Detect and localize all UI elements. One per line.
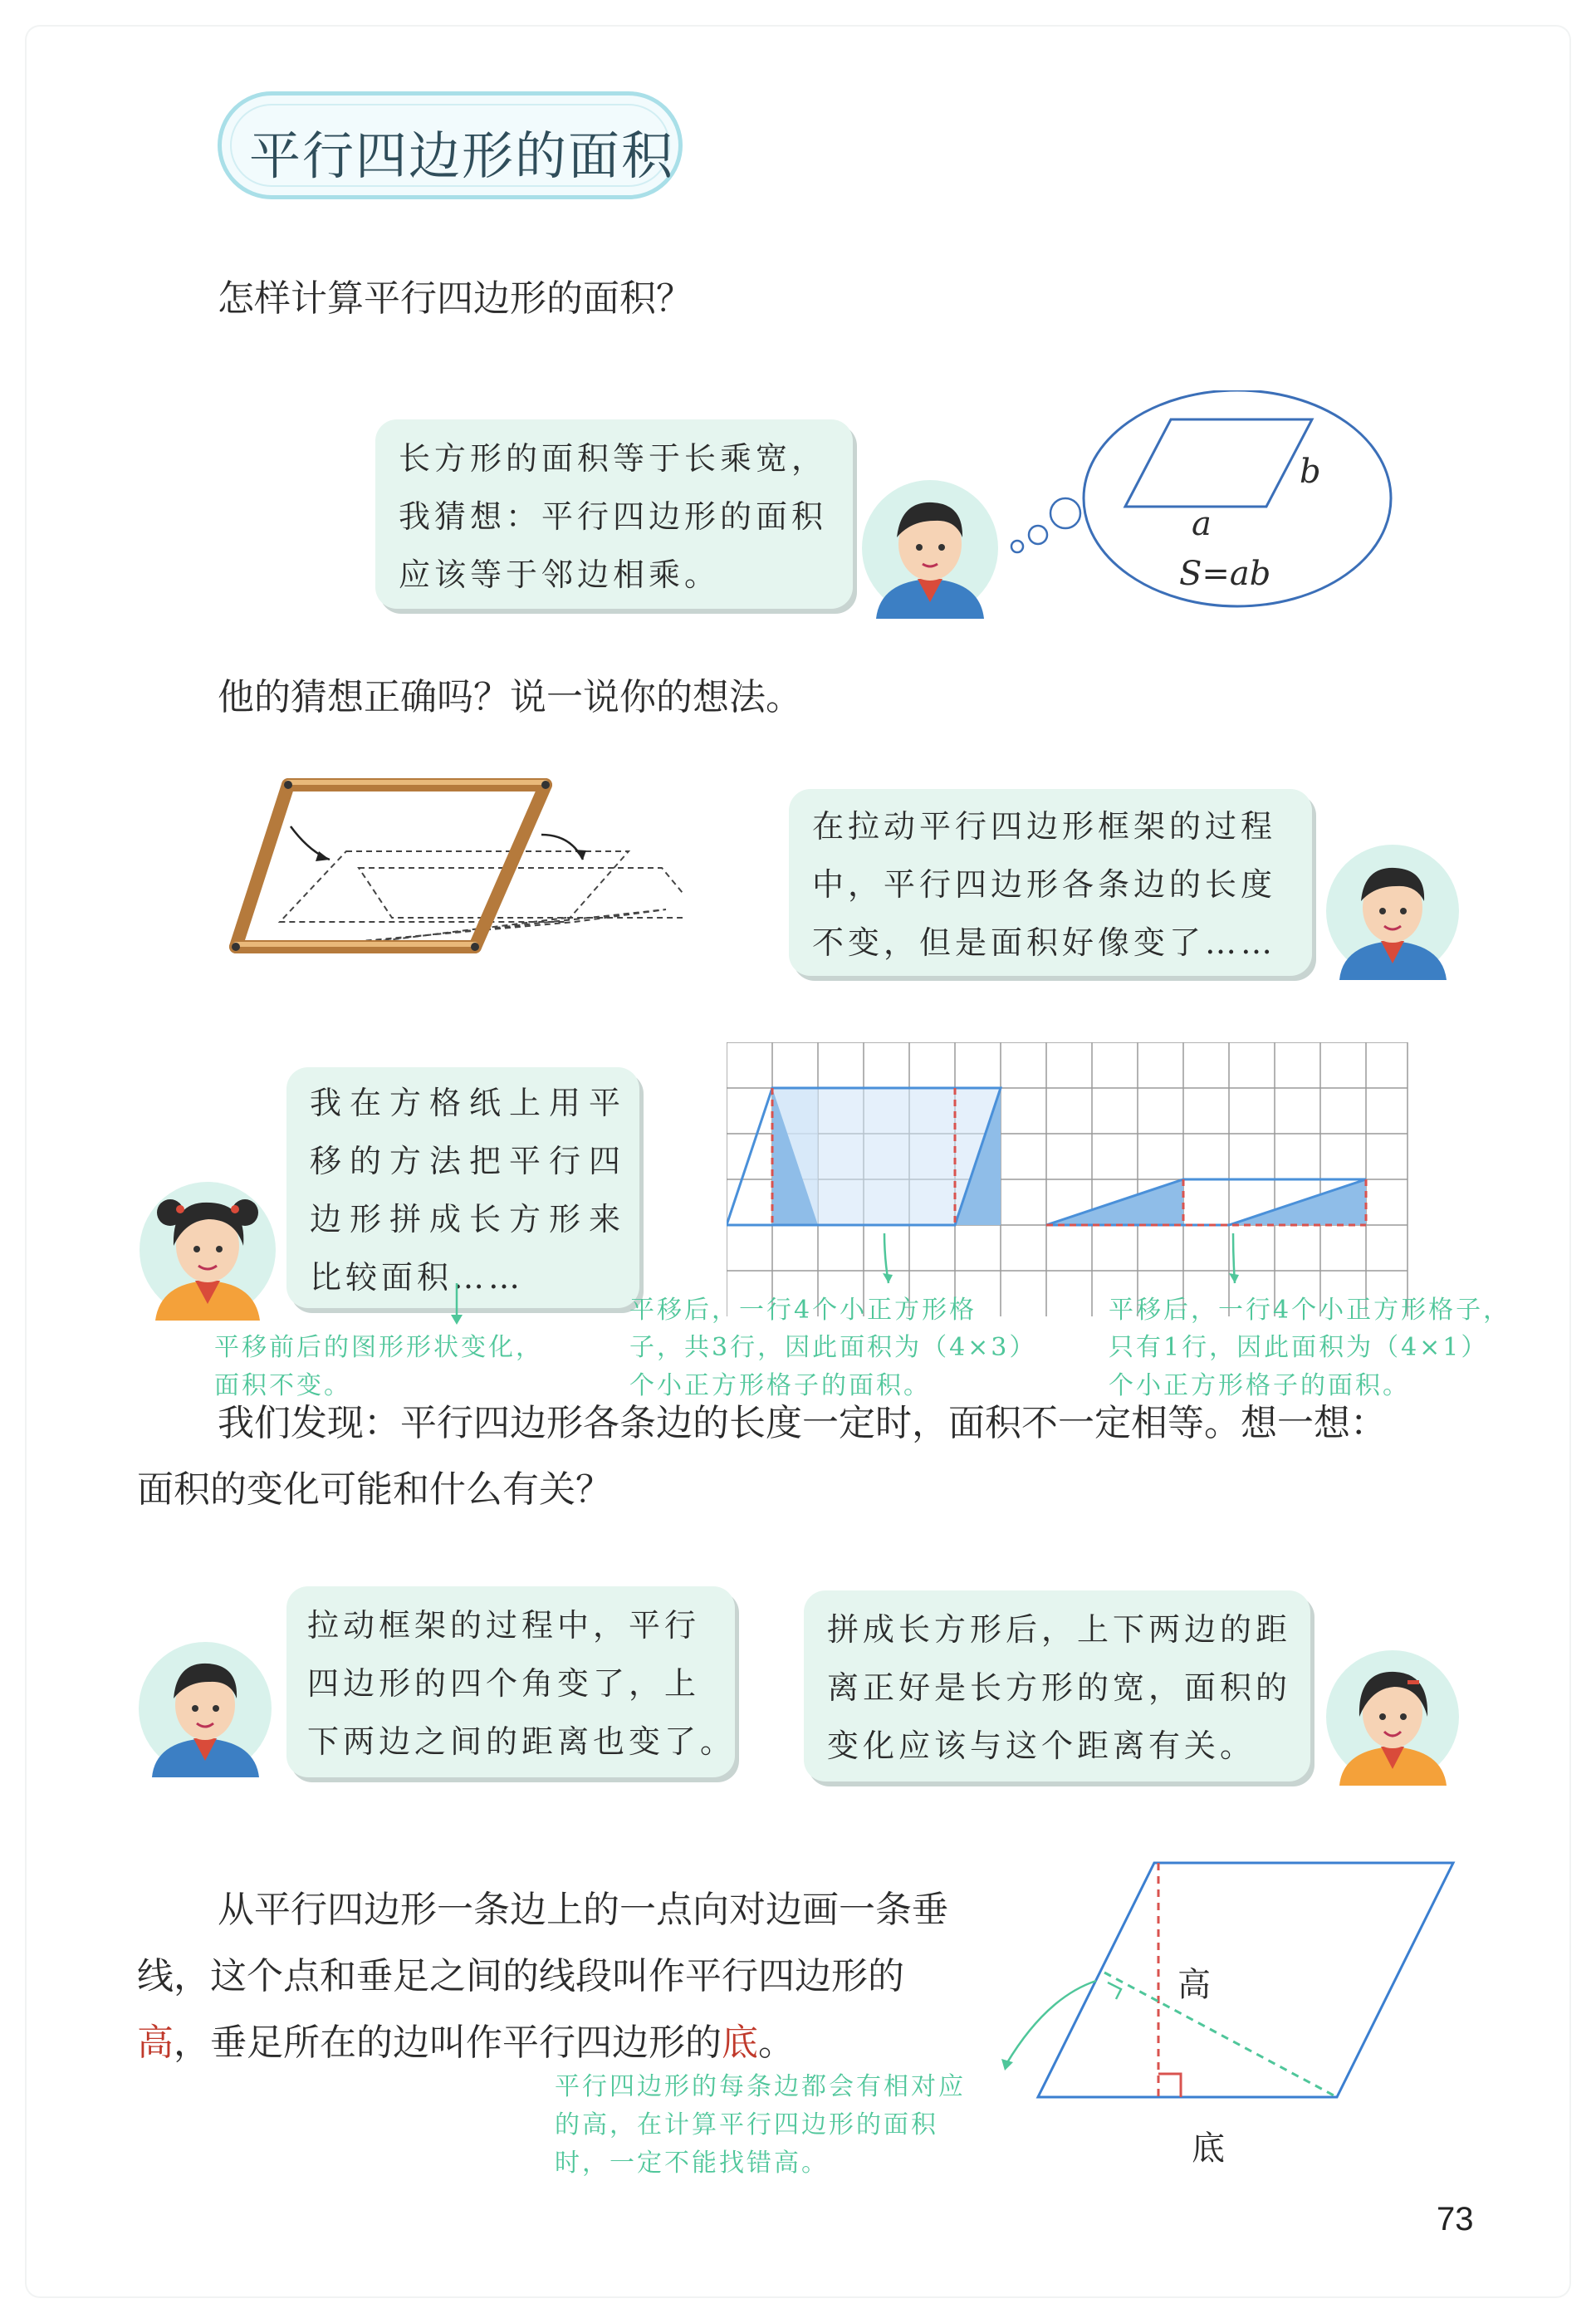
note-bottom-line-1: 平行四边形的每条边都会有相对应 <box>555 2072 966 2101</box>
speech-bubble-1 <box>375 419 853 609</box>
question-text: 怎样计算平行四边形的面积？ <box>218 277 693 320</box>
note-middle-line-1: 平移后，一行4个小正方形格 <box>629 1296 977 1325</box>
note-left-line-1: 平移前后的图形形状变化， <box>214 1333 543 1362</box>
label-a: a <box>1192 505 1212 543</box>
bubble-5-line-3: 变化应该与这个距离有关。 <box>827 1728 1256 1764</box>
bubble-3-line-3: 边形拼成长方形来 <box>310 1201 629 1237</box>
finding-line-1: 我们发现：平行四边形各条边的长度一定时，面积不一定相等。想一想： <box>218 1402 1387 1444</box>
note-middle-line-2: 子，共3行，因此面积为（4×3） <box>629 1333 1037 1362</box>
wooden-frame-diagram <box>218 768 683 963</box>
boy-avatar-icon <box>1324 843 1461 980</box>
definition-line-2: 线，这个点和垂足之间的线段叫作平行四边形的 <box>137 1955 904 1997</box>
height-label: 高 <box>1177 1966 1211 2004</box>
definition-line-3 <box>137 2022 795 2064</box>
term-base: 底 <box>722 2022 758 2064</box>
definition-line-3-text: ，垂足所在的边叫作平行四边形的 <box>174 2022 722 2064</box>
note-left-line-2: 面积不变。 <box>214 1371 351 1400</box>
bubble-4-line-2: 四边形的四个角变了，上 <box>307 1665 701 1702</box>
page-title: 平行四边形的面积 <box>249 125 675 186</box>
formula-s-ab: S=ab <box>1179 555 1271 593</box>
bubble-1-line-3: 应该等于邻边相乘。 <box>399 556 721 593</box>
bubble-4-line-3: 下两边之间的距离也变了。 <box>307 1723 737 1760</box>
bubble-2-line-3: 不变，但是面积好像变了…… <box>812 924 1277 961</box>
speech-bubble-5 <box>804 1590 1310 1781</box>
bubble-3-line-1: 我在方格纸上用平 <box>310 1085 629 1121</box>
bubble-3-line-4: 比较面积…… <box>310 1259 525 1296</box>
definition-end: 。 <box>758 2022 795 2064</box>
grid-paper-diagram <box>727 1042 1416 1316</box>
bubble-2-line-2: 中，平行四边形各条边的长度 <box>812 866 1277 903</box>
finding-line-2: 面积的变化可能和什么有关？ <box>137 1468 612 1511</box>
note-bottom-line-3: 时，一定不能找错高。 <box>555 2149 829 2178</box>
parallelogram-height-diagram <box>988 1856 1470 2143</box>
note-right-line-2: 只有1行，因此面积为（4×1） <box>1109 1333 1489 1362</box>
note-bottom-line-2: 的高，在计算平行四边形的面积 <box>555 2110 938 2139</box>
note-right-line-1: 平移后，一行4个小正方形格子， <box>1109 1296 1511 1325</box>
note-right-line-3: 个小正方形格子的面积。 <box>1109 1371 1410 1400</box>
page-number: 73 <box>1437 2201 1474 2237</box>
note-middle-line-3: 个小正方形格子的面积。 <box>629 1371 931 1400</box>
speech-bubble-3 <box>286 1067 639 1308</box>
girl-avatar-icon <box>1324 1649 1461 1786</box>
note-arrow <box>440 1283 473 1329</box>
speech-bubble-2 <box>789 789 1312 976</box>
bubble-2-line-1: 在拉动平行四边形框架的过程 <box>812 808 1277 845</box>
bubble-5-line-1: 拼成长方形后，上下两边的距 <box>827 1611 1292 1648</box>
label-b: b <box>1300 453 1321 491</box>
term-height: 高 <box>137 2022 174 2064</box>
bubble-1-line-1: 长方形的面积等于长乘宽， <box>399 440 828 477</box>
bubble-5-line-2: 离正好是长方形的宽，面积的 <box>827 1669 1292 1706</box>
definition-line-1: 从平行四边形一条边上的一点向对边画一条垂 <box>218 1889 948 1931</box>
bubble-1-line-2: 我猜想：平行四边形的面积 <box>399 498 828 535</box>
boy-avatar-icon <box>859 478 1001 619</box>
bubble-3-line-2: 移的方法把平行四 <box>310 1143 629 1179</box>
speech-bubble-4 <box>286 1586 735 1777</box>
base-label: 底 <box>1192 2129 1225 2168</box>
question-2-text: 他的猜想正确吗？说一说你的想法。 <box>218 676 802 718</box>
boy-avatar-icon <box>137 1640 274 1777</box>
girl-avatar-icon <box>137 1179 278 1321</box>
bubble-4-line-1: 拉动框架的过程中，平行 <box>307 1607 701 1644</box>
